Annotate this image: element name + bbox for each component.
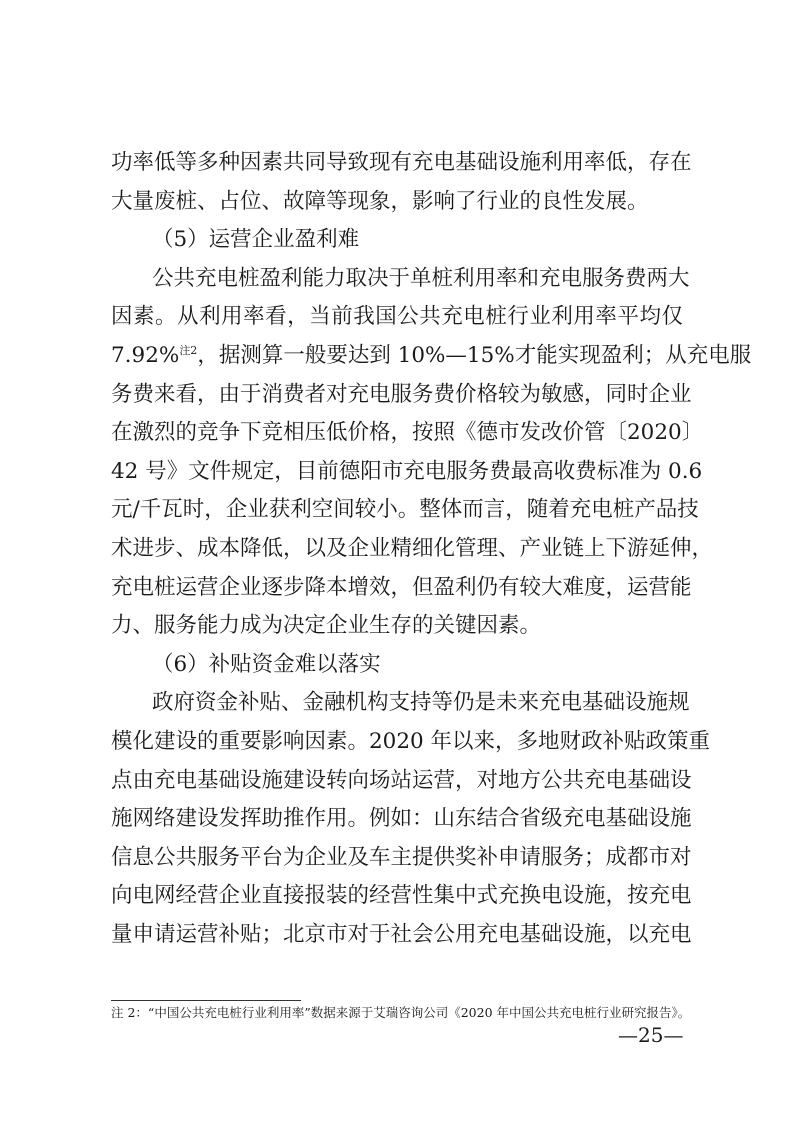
page-number: —25— bbox=[618, 1023, 684, 1047]
paragraph-line: 量申请运营补贴；北京市对于社会公用充电基础设施，以充电 bbox=[111, 922, 692, 947]
paragraph-line: 术进步、成本降低，以及企业精细化管理、产业链上下游延伸， bbox=[111, 536, 714, 561]
paragraph-line: 42 号》文件规定，目前德阳市充电服务费最高收费标准为 0.6 bbox=[111, 458, 703, 484]
paragraph-line: 功率低等多种因素共同导致现有充电基础设施利用率低，存在 bbox=[111, 150, 692, 175]
paragraph-line: 施网络建设发挥助推作用。例如：山东结合省级充电基础设施 bbox=[111, 806, 692, 832]
section-heading-5: （5）运营企业盈利难 bbox=[152, 227, 360, 253]
paragraph-line: 大量废桩、占位、故障等现象，影响了行业的良性发展。 bbox=[111, 188, 649, 214]
paragraph-line: 因素。从利用率看，当前我国公共充电桩行业利用率平均仅 bbox=[111, 304, 683, 330]
line-continuation: ，据测算一般要达到 10%—15%才能实现盈利；从充电服 bbox=[197, 343, 752, 368]
paragraph-line: 充电桩运营企业逐步降本增效，但盈利仍有较大难度，运营能 bbox=[111, 574, 692, 600]
paragraph-line bbox=[111, 336, 752, 376]
paragraph-line: 点由充电基础设施建设转向场站运营，对地方公共充电基础设 bbox=[111, 767, 692, 793]
footnote-marker: 注2 bbox=[179, 343, 198, 357]
paragraph-line: 公共充电桩盈利能力取决于单桩利用率和充电服务费两大 bbox=[152, 265, 690, 291]
paragraph-line: 力、服务能力成为决定企业生存的关键因素。 bbox=[111, 613, 542, 639]
paragraph-line: 在激烈的竞争下竞相压低价格，按照《德市发改价管〔2020〕 bbox=[111, 420, 704, 446]
paragraph-line: 信息公共服务平台为企业及车主提供奖补申请服务；成都市对 bbox=[111, 844, 692, 870]
paragraph-line: 政府资金补贴、金融机构支持等仍是未来充电基础设施规 bbox=[152, 690, 690, 716]
paragraph-line: 务费来看，由于消费者对充电服务费价格较为敏感，同时企业 bbox=[111, 381, 692, 407]
utilization-rate: 7.92% bbox=[111, 343, 180, 368]
footnote-text: 注 2：“中国公共充电桩行业利用率”数据来源于艾瑞咨询公司《2020 年中国公共充电桩行业研究报告》。 bbox=[111, 1005, 691, 1020]
paragraph-line: 向电网经营企业直接报装的经营性集中式充换电设施，按充电 bbox=[111, 883, 692, 909]
paragraph-line: 模化建设的重要影响因素。2020 年以来，多地财政补贴政策重 bbox=[111, 729, 711, 754]
paragraph-line: 元/千瓦时，企业获利空间较小。整体而言，随着充电桩产品技 bbox=[111, 497, 699, 523]
section-heading-6: （6）补贴资金难以落实 bbox=[152, 651, 381, 677]
footnote-divider bbox=[111, 1000, 301, 1001]
